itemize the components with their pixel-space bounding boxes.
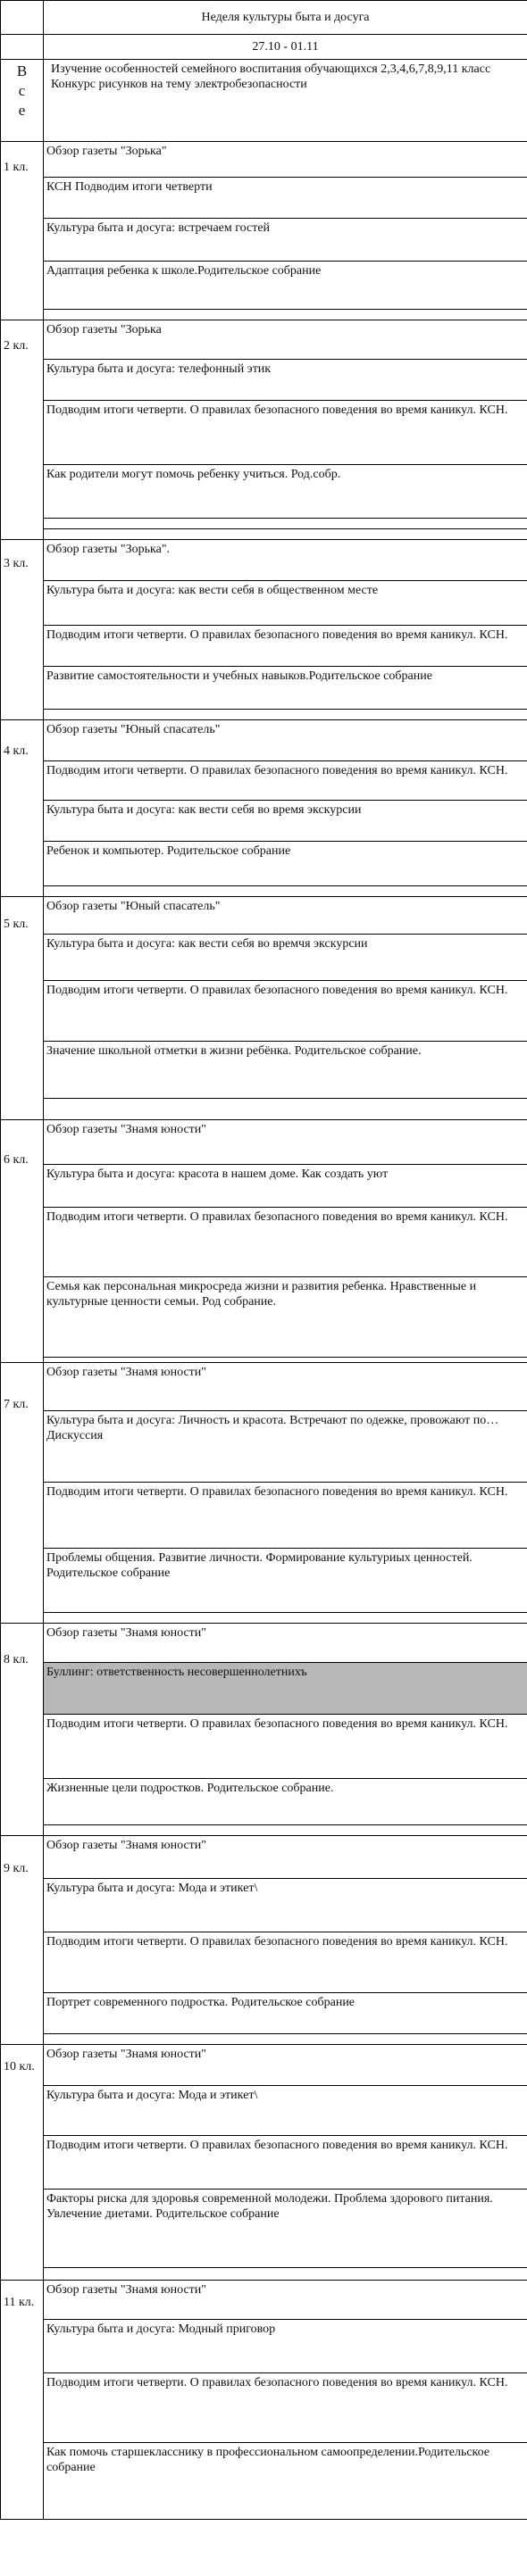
spacer-row: [44, 529, 527, 540]
spacer-row: [44, 1099, 527, 1120]
class-5-item-1: Обзор газеты "Юный спасатель": [44, 897, 527, 935]
class-8-item-2-highlighted: Буллинг: ответственность несовершеннолетнихъ: [44, 1663, 527, 1715]
class-label-8: 8 кл.: [1, 1624, 44, 1836]
class-2-item-4: Как родители могут помочь ребенку учиться. Род.собр.: [44, 465, 527, 519]
class-2-item-2: Культура быта и досуга: телефонный этик: [44, 360, 527, 401]
class-label-9: 9 кл.: [1, 1836, 44, 2045]
spacer-row: [44, 1825, 527, 1836]
class-10-item-2: Культура быта и досуга: Мода и этикет\: [44, 2086, 527, 2136]
all-label-letter: с: [18, 82, 26, 99]
class-3-item-1: Обзор газеты "Зорька".: [44, 540, 527, 581]
class-7-item-4: Проблемы общения. Развитие личности. Формирование культуриых ценностей. Родительское собрание: [44, 1549, 527, 1613]
class-9-item-4: Портрет современного подростка. Родительское собрание: [44, 1993, 527, 2034]
class-label-1: 1 кл.: [1, 142, 44, 320]
spacer-row: [44, 310, 527, 320]
class-6-item-4: Семья как персональная микросреда жизни и развития ребенка. Нравственные и культурные ценности семьи. Род собрание.: [44, 1277, 527, 1358]
class-label-11: 11 кл.: [1, 2281, 44, 2520]
spacer-row: [44, 2034, 527, 2045]
class-2-item-3: Подводим итоги четверти. О правилах безопасного поведения во время каникул. КСН.: [44, 401, 527, 465]
class-7-item-1: Обзор газеты "Знамя юности": [44, 1363, 527, 1411]
spacer-row: [44, 710, 527, 720]
class-10-item-4: Факторы риска для здоровья современной молодежи. Проблема здорового питания. Увлечение диетами. Родительское собрание: [44, 2190, 527, 2268]
class-6-item-1: Обзор газеты "Знамя юности": [44, 1120, 527, 1165]
class-2-item-1: Обзор газеты "Зорька: [44, 320, 527, 360]
class-10-item-3: Подводим итоги четверти. О правилах безопасного поведения во время каникул. КСН.: [44, 2136, 527, 2190]
class-1-item-2: КСН Подводим итоги четверти: [44, 178, 527, 219]
spacer-row: [44, 886, 527, 897]
class-11-item-4: Как помочь старшекласснику в профессиональном самоопределении.Родительское собрание: [44, 2443, 527, 2520]
corner-cell: [1, 1, 44, 35]
class-1-item-3: Культура быта и досуга: встречаем гостей: [44, 219, 527, 262]
class-5-item-2: Культура быта и досуга: как вести себя во времчя экскурсии: [44, 935, 527, 981]
class-1-item-1: Обзор газеты "Зорька": [44, 142, 527, 178]
table-dates: 27.10 - 01.11: [44, 35, 527, 60]
class-label-7: 7 кл.: [1, 1363, 44, 1624]
class-3-item-3: Подводим итоги четверти. О правилах безопасного поведения во время каникул. КСН.: [44, 626, 527, 667]
class-11-item-2: Культура быта и досуга: Модный приговор: [44, 2320, 527, 2373]
class-4-item-2: Подводим итоги четверти. О правилах безопасного поведения во время каникул. КСН.: [44, 761, 527, 801]
all-classes-text: Изучение особенностей семейного воспитания обучающихся 2,3,4,6,7,8,9,11 класс Конкурс рисунков на тему электробезопасности: [44, 60, 527, 142]
class-label-4: 4 кл.: [1, 720, 44, 897]
class-5-item-4: Значение школьной отметки в жизни ребёнка. Родительское собрание.: [44, 1042, 527, 1099]
class-4-item-1: Обзор газеты "Юный спасатель": [44, 720, 527, 761]
class-9-item-3: Подводим итоги четверти. О правилах безопасного поведения во время каникул. КСН.: [44, 1932, 527, 1993]
class-8-item-3: Подводим итоги четверти. О правилах безопасного поведения во время каникул. КСН.: [44, 1715, 527, 1779]
all-label-letter: В: [16, 62, 28, 79]
class-5-item-3: Подводим итоги четверти. О правилах безопасного поведения во время каникул. КСН.: [44, 981, 527, 1042]
spacer-row: [44, 519, 527, 529]
class-7-item-2: Культура быта и досуга: Личность и красота. Встречают по одежке, провожают по… Дискуссия: [44, 1411, 527, 1483]
class-6-item-2: Культура быта и досуга: красота в нашем доме. Как создать уют: [44, 1165, 527, 1208]
spacer-row: [44, 2268, 527, 2281]
all-label-letter: е: [18, 102, 26, 119]
spacer-row: [44, 1613, 527, 1624]
class-label-3: 3 кл.: [1, 540, 44, 720]
class-9-item-1: Обзор газеты "Знамя юности": [44, 1836, 527, 1879]
class-label-5: 5 кл.: [1, 897, 44, 1120]
class-label-6: 6 кл.: [1, 1120, 44, 1363]
table-title: Неделя культуры быта и досуга: [44, 1, 527, 35]
class-4-item-3: Культура быта и досуга: как вести себя во время экскурсии: [44, 801, 527, 842]
class-9-item-2: Культура быта и досуга: Мода и этикет\: [44, 1879, 527, 1932]
class-label-10: 10 кл.: [1, 2045, 44, 2281]
class-6-item-3: Подводим итоги четверти. О правилах безопасного поведения во время каникул. КСН.: [44, 1208, 527, 1277]
class-label-2: 2 кл.: [1, 320, 44, 540]
class-3-item-2: Культура быта и досуга: как вести себя в общественном месте: [44, 581, 527, 626]
corner-cell-2: [1, 35, 44, 60]
class-8-item-1: Обзор газеты "Знамя юности": [44, 1624, 527, 1663]
class-4-item-4: Ребенок и компьютер. Родительское собрание: [44, 842, 527, 886]
class-11-item-1: Обзор газеты "Знамя юности": [44, 2281, 527, 2320]
class-8-item-4: Жизненные цели подростков. Родительское собрание.: [44, 1779, 527, 1825]
class-1-item-4: Адаптация ребенка к школе.Родительское собрание: [44, 262, 527, 310]
class-7-item-3: Подводим итоги четверти. О правилах безопасного поведения во время каникул. КСН.: [44, 1483, 527, 1549]
all-classes-label: [1, 60, 44, 142]
class-3-item-4: Развитие самостоятельности и учебных навыков.Родительское собрание: [44, 667, 527, 710]
class-10-item-1: Обзор газеты "Знамя юности": [44, 2045, 527, 2086]
class-11-item-3: Подводим итоги четверти. О правилах безопасного поведения во время каникул. КСН.: [44, 2373, 527, 2443]
